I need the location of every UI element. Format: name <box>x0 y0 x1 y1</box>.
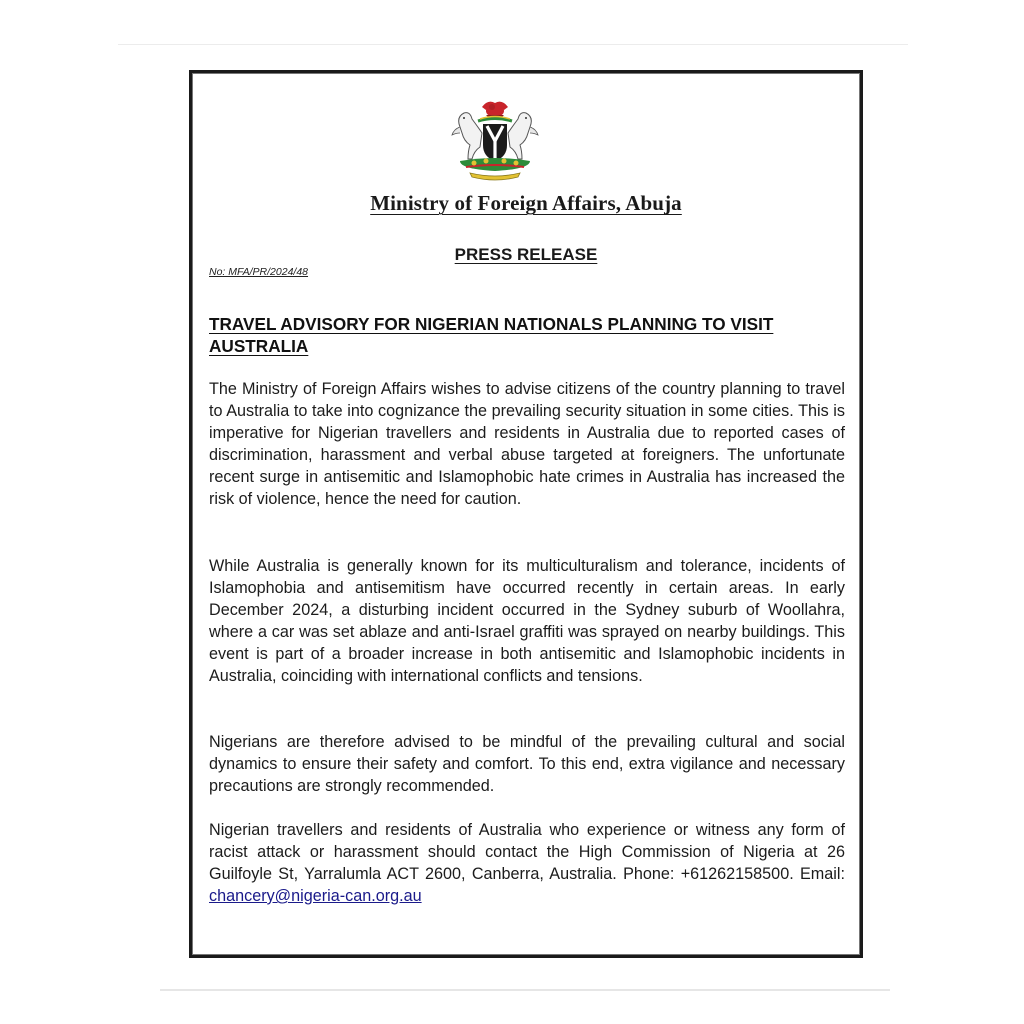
phone-text: Phone: +61262158500. Email: <box>623 865 845 883</box>
ministry-name: Ministry of Foreign Affairs, Abuja <box>370 191 682 215</box>
reference-number: No: MFA/PR/2024/48 <box>209 266 309 278</box>
contact-text: Nigerian travellers and residents of Australia who experience or witness any form of racist attack or harassment should contact the High Commission of Nigeria at 26 Guilfoyle St, Yarralumla ACT 2600, Canberra, Australia. <box>209 821 845 883</box>
advisory-title: TRAVEL ADVISORY FOR NIGERIAN NATIONALS PLANNING TO VISIT AUSTRALIA <box>209 314 774 356</box>
email-link[interactable]: chancery@nigeria-can.org.au <box>209 887 422 905</box>
top-divider <box>118 44 908 45</box>
press-release-document <box>189 70 863 958</box>
advisory-paragraph: While Australia is generally known for its multiculturalism and tolerance, incidents of Islamophobia and antisemitism have occurred recently in certain areas. In early December 2024, a disturbing incident occurred in the Sydney suburb of Woollahra, where a car was set ablaze and anti-Israel graffiti was sprayed on nearby buildings. This event is part of a broader increase in both antisemitic and Islamophobic incidents in Australia, coinciding with international conflicts and tensions. <box>209 557 845 685</box>
nigeria-coat-of-arms-icon <box>430 97 560 181</box>
ministry-title <box>192 191 860 216</box>
bottom-divider <box>160 989 890 991</box>
advisory-paragraph: Nigerians are therefore advised to be mindful of the prevailing cultural and social dynamics to ensure their safety and comfort. To this end, extra vigilance and necessary precautions are strongly recommended. <box>209 733 845 795</box>
contact-paragraph <box>209 819 845 907</box>
document-type-heading <box>192 245 860 265</box>
advisory-paragraph: The Ministry of Foreign Affairs wishes to advise citizens of the country planning to travel to Australia to take into cognizance the prevailing security situation in some cities. This is imperative for Nigerian travellers and residents in Australia due to reported cases of discrimination, harassment and verbal abuse targeted at foreigners. The unfortunate recent surge in antisemitic and Islamophobic hate crimes in Australia has increased the risk of violence, hence the need for caution. <box>209 380 845 508</box>
press-release-label: PRESS RELEASE <box>454 245 598 264</box>
